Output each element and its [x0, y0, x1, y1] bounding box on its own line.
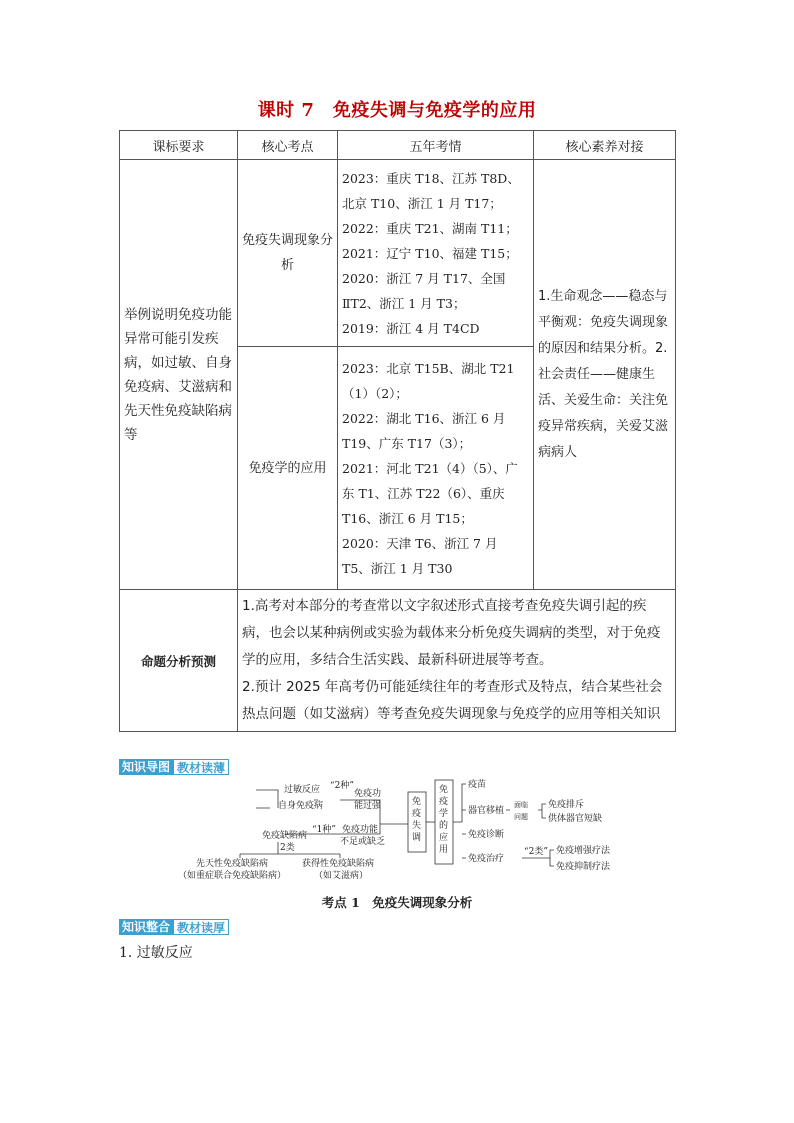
map-diagnosis: 免疫诊断	[468, 830, 505, 840]
point2-cell: 免疫学的应用	[238, 347, 338, 590]
point1-cell: 免疫失调现象分析	[238, 160, 338, 347]
tag-label: 知识导图	[119, 759, 173, 775]
map-box-dysregulation: 免疫失调	[412, 797, 422, 843]
header-years: 五年考情	[338, 131, 534, 160]
table-row	[120, 590, 676, 732]
map-congenital: 先天性免疫缺陷病	[196, 859, 269, 869]
map-congenital-example: （如重症联合免疫缺陷病）	[178, 871, 287, 881]
year-line: 2023：北京 T15B、湖北 T21（1）（2）；	[342, 360, 515, 401]
header-requirement: 课标要求	[120, 131, 238, 160]
map-suppress: 免疫抑制疗法	[556, 862, 611, 872]
map-therapy: 免疫治疗	[468, 854, 505, 864]
tag-label: 知识整合	[119, 919, 173, 935]
prediction-item: 1.高考对本部分的考查常以文字叙述形式直接考查免疫失调引起的疾病，也会以某种病例或实验为载体来分析免疫失调病的类型，对于免疫学的应用，多结合生活实践、最新科研进展等考查。	[242, 598, 661, 668]
map-two-types: 2类	[280, 843, 295, 853]
table-header-row	[120, 131, 676, 160]
map-box-application: 免疫学的应用	[439, 785, 449, 855]
header-literacy: 核心素养对接	[534, 131, 676, 160]
year-line: 2020：浙江 7 月 T17、全国ⅡT2、浙江 1 月 T3；	[342, 270, 506, 311]
section-tag-integration	[119, 919, 229, 935]
prediction-label: 命题分析预测	[120, 590, 238, 732]
point1-years-cell	[338, 160, 534, 347]
year-line: 2022：湖北 T16、浙江 6 月 T19、广东 T17（3）；	[342, 410, 506, 451]
map-func-weak-1: 免疫功能	[342, 825, 379, 835]
point2-years-cell	[338, 347, 534, 590]
year-line: 2021：河北 T21（4）（5）、广东 T1、江苏 T22（6）、重庆 T16、浙江 6 月 T15；	[342, 460, 518, 526]
map-func-strong-2: 能过强	[354, 801, 382, 811]
map-two-kinds: “2种”	[330, 781, 354, 791]
year-line: 2021：辽宁 T10、福建 T15；	[342, 245, 518, 261]
map-acquired: 获得性免疫缺陷病	[302, 859, 375, 869]
knowledge-map	[170, 774, 650, 886]
map-func-weak-2: 不足或缺乏	[340, 837, 386, 847]
table-row	[120, 160, 676, 347]
tag-label: 教材读薄	[173, 759, 229, 775]
map-rejection: 免疫排斥	[548, 800, 585, 810]
section-heading: 1. 过敏反应	[119, 945, 193, 961]
year-line: 2022：重庆 T21、湖南 T11；	[342, 220, 518, 236]
header-point: 核心考点	[238, 131, 338, 160]
section-tag-map	[119, 759, 229, 775]
literacy-cell: 1.生命观念——稳态与平衡观：免疫失调现象的原因和结果分析。2.社会责任——健康生活、关爱生命：关注免疫异常疾病，关爱艾滋病病人	[534, 160, 676, 590]
prediction-cell	[238, 590, 676, 732]
map-autoimmune: 自身免疫病	[278, 801, 324, 811]
map-vaccine: 疫苗	[468, 780, 487, 790]
page-title: 课时 7 免疫失调与免疫学的应用	[257, 100, 537, 121]
map-shortage: 供体器官短缺	[548, 814, 603, 824]
map-face: 面临	[514, 801, 528, 809]
map-transplant: 器官移植	[468, 806, 505, 816]
map-acquired-example: （如艾滋病）	[314, 871, 369, 881]
syllabus-table	[119, 130, 676, 732]
map-enhance: 免疫增强疗法	[556, 846, 611, 856]
map-problem: 问题	[514, 813, 528, 821]
year-line: 2020：天津 T6、浙江 7 月 T5、浙江 1 月 T30	[342, 535, 498, 576]
year-line: 2019：浙江 4 月 T4CD	[342, 320, 480, 336]
map-allergy: 过敏反应	[284, 785, 321, 795]
map-one-kind: “1种”	[312, 825, 336, 835]
year-line: 2023：重庆 T18、江苏 T8D、北京 T10、浙江 1 月 T17；	[342, 170, 520, 211]
prediction-item: 2.预计 2025 年高考仍可能延续往年的考查形式及特点，结合某些社会热点问题（如艾滋病）等考查免疫失调现象与免疫学的应用等相关知识	[242, 679, 663, 722]
map-two-types-therapy: “2类”	[524, 847, 548, 857]
requirement-cell: 举例说明免疫功能异常可能引发疾病，如过敏、自身免疫病、艾滋病和先天性免疫缺陷病等	[120, 160, 238, 590]
tag-label: 教材读厚	[173, 919, 229, 935]
map-deficiency: 免疫缺陷病	[262, 831, 308, 841]
map-func-strong-1: 免疫功	[354, 789, 382, 799]
section-subtitle: 考点 1 免疫失调现象分析	[321, 895, 473, 910]
